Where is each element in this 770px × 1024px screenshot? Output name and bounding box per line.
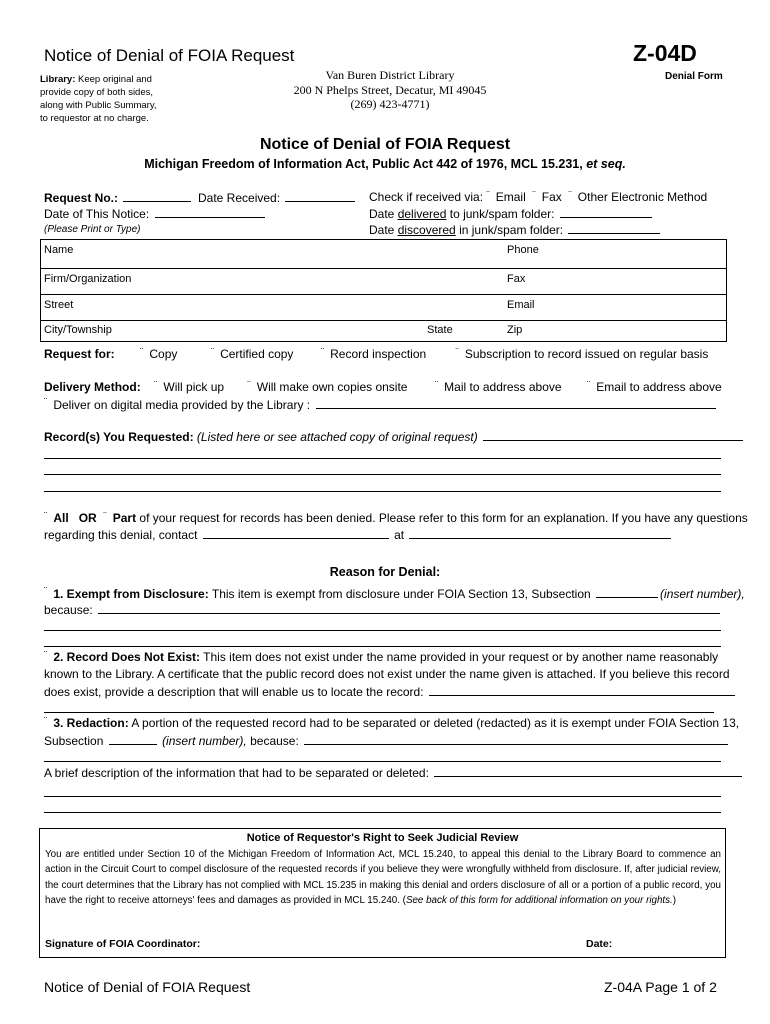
all-label: All — [53, 511, 69, 525]
via-fax-label: Fax — [541, 190, 562, 204]
pickup-label: Will pick up — [163, 380, 225, 394]
date-received-field[interactable] — [285, 190, 355, 202]
header-title: Notice of Denial of FOIA Request — [44, 46, 295, 65]
discovered-prefix: Date — [369, 223, 395, 237]
delivered-prefix: Date — [369, 207, 395, 221]
denial-text-1: of your request for records has been denied. Please refer to this form for an explanation. If you have any questions — [139, 511, 748, 525]
date-notice — [44, 206, 267, 221]
records-line-3[interactable] — [44, 491, 721, 492]
digital-row — [44, 397, 718, 412]
subscription-label: Subscription to record issued on regular basis — [464, 347, 709, 361]
email-checkbox[interactable]: ¨ — [486, 190, 490, 201]
date-received-label: Date Received: — [198, 191, 281, 205]
fax-checkbox[interactable]: ¨ — [532, 190, 536, 201]
form-code: Z-04D — [633, 40, 697, 66]
all-checkbox[interactable]: ¨ — [44, 511, 48, 522]
reason-2-row-2: known to the Library. A certificate that the public record does not exist under the name given is attached. If you believe this record — [44, 667, 730, 681]
phone-field[interactable]: Phone — [507, 244, 539, 256]
copy-checkbox[interactable]: ¨ — [140, 347, 144, 358]
records-field[interactable] — [483, 429, 743, 441]
discovered-word: discovered — [397, 223, 456, 237]
reason-3-checkbox[interactable]: ¨ — [44, 716, 48, 727]
reason-2-text-1: This item does not exist under the name provided in your request or by another name reasonably — [203, 650, 719, 664]
brief-line-3[interactable] — [44, 812, 721, 813]
fax-field[interactable]: Fax — [507, 273, 526, 285]
library-note-line-2: provide copy of both sides, — [40, 87, 154, 98]
delivered-suffix: to junk/spam folder: — [449, 207, 555, 221]
records-line-2[interactable] — [44, 474, 721, 475]
reason-1-because: because: — [44, 603, 93, 617]
reason-2-row-3 — [44, 684, 737, 699]
signature-label[interactable]: Signature of FOIA Coordinator: — [45, 938, 201, 950]
records-row — [44, 429, 745, 444]
inspection-checkbox[interactable]: ¨ — [320, 347, 325, 358]
judicial-review-box — [39, 828, 726, 958]
digital-checkbox[interactable]: ¨ — [44, 397, 48, 408]
brief-line-2[interactable] — [44, 796, 721, 797]
denial-row-2 — [44, 527, 673, 542]
zip-field[interactable]: Zip — [507, 324, 523, 336]
mail-label: Mail to address above — [444, 380, 562, 394]
print-note: (Please Print or Type) — [44, 224, 141, 235]
discovered-suffix: in junk/spam folder: — [459, 223, 564, 237]
request-for-label: Request for: — [44, 347, 115, 361]
reason-3-because: because: — [250, 734, 299, 748]
reason-1-because-field[interactable] — [98, 602, 720, 614]
reason-1-text: This item is exempt from disclosure under FOIA Section 13, Subsection — [211, 587, 591, 601]
reason-2-field[interactable] — [429, 684, 735, 696]
library-note — [40, 73, 157, 125]
reason-3-subsection-field[interactable] — [109, 733, 157, 745]
notice-heading: Notice of Requestor's Right to Seek Judicial Review — [246, 832, 519, 844]
reason-3-row-1 — [44, 716, 739, 730]
check-received — [369, 190, 707, 204]
reason-3-because-field[interactable] — [304, 733, 728, 745]
library-note-line-4: to requestor at no charge. — [40, 113, 149, 124]
library-note-label: Library: — [40, 74, 76, 85]
own-copies-checkbox[interactable]: ¨ — [247, 380, 251, 391]
inspection-label: Record inspection — [330, 347, 427, 361]
reason-1-row-1 — [44, 586, 745, 601]
date-discovered-field[interactable] — [568, 222, 660, 234]
reason-2-label: 2. Record Does Not Exist: — [53, 650, 201, 664]
library-phone: (269) 423-4771) — [350, 97, 430, 111]
reason-3-line-2[interactable] — [44, 761, 721, 762]
reason-heading: Reason for Denial: — [329, 565, 441, 579]
brief-label: A brief description of the information that had to be separated or deleted: — [44, 766, 429, 780]
request-for-row — [44, 347, 708, 361]
library-note-line-3: along with Public Summary, — [40, 100, 157, 111]
reason-3-row-2 — [44, 733, 730, 748]
denial-row-1 — [44, 511, 748, 525]
copy-label: Copy — [149, 347, 178, 361]
notice-body-end: ) — [672, 894, 677, 906]
delivery-row — [44, 380, 722, 394]
city-field[interactable]: City/Township — [44, 324, 112, 336]
certified-label: Certified copy — [220, 347, 294, 361]
reason-1-insert: (insert number), — [660, 587, 745, 601]
part-checkbox[interactable]: ¨ — [103, 511, 107, 522]
library-name: Van Buren District Library — [325, 68, 455, 82]
contact-field[interactable] — [203, 527, 389, 539]
reason-3-text-1: A portion of the requested record had to be separated or deleted (redacted) as it is exempt under FOIA Section 13, — [131, 716, 740, 730]
records-label: Record(s) You Requested: — [44, 430, 194, 444]
part-label: Part — [112, 511, 137, 525]
records-line-1[interactable] — [44, 458, 721, 459]
pickup-checkbox[interactable]: ¨ — [154, 380, 158, 391]
reason-3-subsection: Subsection — [44, 734, 104, 748]
request-no-field[interactable] — [123, 190, 191, 202]
date-notice-label: Date of This Notice: — [44, 207, 150, 221]
digital-label: Deliver on digital media provided by the Library : — [53, 398, 311, 412]
reason-2-row-1 — [44, 650, 718, 664]
form-type: Denial Form — [665, 71, 723, 82]
subtitle — [0, 157, 770, 171]
certified-checkbox[interactable]: ¨ — [210, 347, 215, 358]
via-email-label: Email — [495, 190, 526, 204]
brief-field[interactable] — [434, 765, 742, 777]
reason-3-label: 3. Redaction: — [53, 716, 129, 730]
via-other-label: Other Electronic Method — [577, 190, 708, 204]
firm-field[interactable]: Firm/Organization — [44, 273, 132, 285]
or-label: OR — [78, 511, 97, 525]
date-notice-field[interactable] — [155, 206, 265, 218]
email-field[interactable]: Email — [507, 299, 535, 311]
request-no-label: Request No.: — [44, 191, 119, 205]
reason-2-text-3: does exist, provide a description that will enable us to locate the record: — [44, 685, 424, 699]
email-delivery-checkbox[interactable]: ¨ — [586, 380, 591, 391]
reason-1-line-2[interactable] — [44, 630, 721, 631]
digital-field[interactable] — [316, 397, 716, 409]
brief-row — [44, 765, 744, 780]
records-note: (Listed here or see attached copy of original request) — [196, 430, 478, 444]
mail-checkbox[interactable]: ¨ — [434, 380, 439, 391]
reason-1-label: 1. Exempt from Disclosure: — [53, 587, 209, 601]
reason-1-checkbox[interactable]: ¨ — [44, 586, 48, 597]
date-delivered — [369, 206, 654, 221]
reason-1-row-2 — [44, 602, 722, 617]
library-block — [260, 68, 520, 112]
contact-at-field[interactable] — [409, 527, 671, 539]
main-title: Notice of Denial of FOIA Request — [259, 136, 511, 153]
library-address: 200 N Phelps Street, Decatur, MI 49045 — [293, 82, 487, 97]
date-discovered — [369, 222, 662, 237]
date-label[interactable]: Date: — [586, 938, 613, 950]
contact-box — [40, 239, 727, 342]
library-note-line-1: Keep original and — [78, 74, 152, 85]
check-received-label: Check if received via: — [369, 190, 484, 204]
date-delivered-field[interactable] — [560, 206, 652, 218]
street-field[interactable]: Street — [44, 299, 74, 311]
name-field[interactable]: Name — [44, 244, 74, 256]
denial-text-2: regarding this denial, contact — [44, 528, 198, 542]
own-copies-label: Will make own copies onsite — [256, 380, 408, 394]
subtitle-italic: et seq. — [586, 157, 626, 171]
reason-2-checkbox[interactable]: ¨ — [44, 650, 48, 661]
notice-body-italic: See back of this form for additional information on your rights. — [405, 894, 673, 906]
denial-at: at — [394, 528, 405, 542]
notice-body — [45, 847, 721, 908]
notice-body-main: You are entitled under Section 10 of the Michigan Freedom of Information Act, MCL 15.240, to appeal this denial to the Library Board to commence an action in the Circuit Court to compel disclosure of the requested records if you believe they were wrongfully withheld from disclosure. If, after judicial review, the court determines that the Library has not complied with MCL 15.235 in making this denial and orders disclosure of all or a portion of a public record, you have the right to receive attorneys' fees and damages as provided in MCL 15.240. ( — [45, 849, 721, 906]
reason-2-line-2[interactable] — [44, 712, 714, 713]
date-received — [198, 190, 357, 205]
delivery-label: Delivery Method: — [44, 380, 141, 394]
reason-1-line-3[interactable] — [44, 646, 721, 647]
state-field[interactable]: State — [427, 324, 453, 336]
delivered-word: delivered — [397, 207, 447, 221]
subtitle-main: Michigan Freedom of Information Act, Public Act 442 of 1976, MCL 15.231, — [144, 157, 583, 171]
reason-1-subsection-field[interactable] — [596, 586, 658, 598]
email-delivery-label: Email to address above — [596, 380, 722, 394]
subscription-checkbox[interactable]: ¨ — [455, 347, 459, 358]
other-method-checkbox[interactable]: ¨ — [568, 190, 572, 201]
request-no — [44, 190, 193, 205]
footer-right: Z-04A Page 1 of 2 — [604, 979, 717, 995]
footer-left: Notice of Denial of FOIA Request — [44, 979, 251, 995]
reason-3-insert: (insert number), — [162, 734, 247, 748]
